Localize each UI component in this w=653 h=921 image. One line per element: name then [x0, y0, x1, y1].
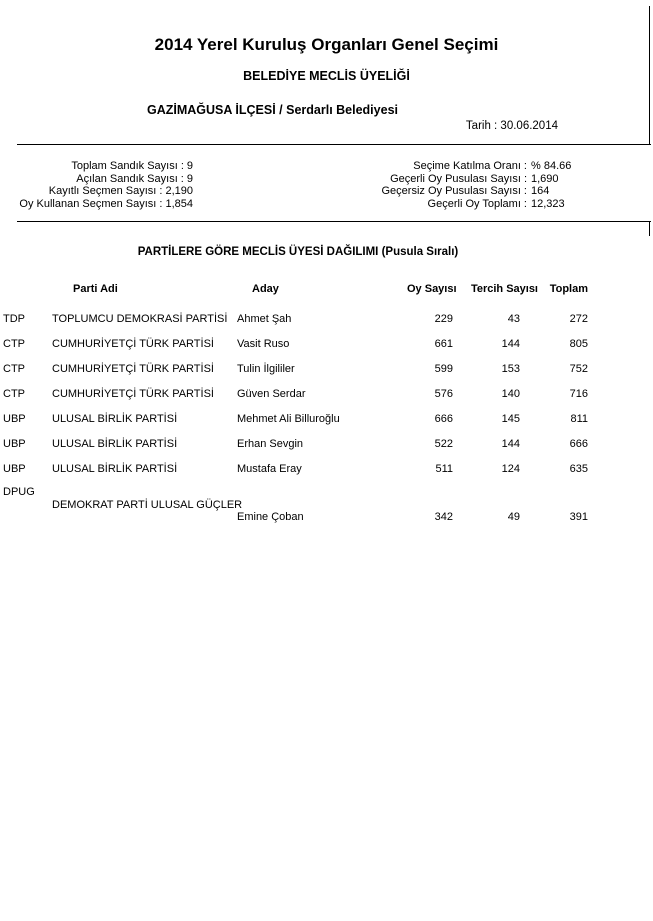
cell-party-name: CUMHURİYETÇİ TÜRK PARTİSİ: [52, 363, 214, 375]
cell-candidate: Vasit Ruso: [237, 338, 290, 350]
cell-candidate: Emine Çoban: [237, 511, 304, 523]
cell-party-name: TOPLUMCU DEMOKRASİ PARTİSİ: [52, 313, 228, 325]
table-row: [3, 335, 588, 360]
section-title: PARTİLERE GÖRE MECLİS ÜYESİ DAĞILIMI (Pusula Sıralı): [137, 246, 459, 258]
cell-candidate: Güven Serdar: [237, 388, 306, 400]
summary-line: [350, 160, 571, 173]
divider-bottom: [17, 221, 651, 222]
cell-party-code: CTP: [3, 363, 25, 375]
table-row: [3, 360, 588, 385]
cell-candidate: Ahmet Şah: [237, 313, 292, 325]
cell-party-code: TDP: [3, 313, 25, 325]
cell-total: 716: [569, 388, 588, 400]
report-date: Tarih : 30.06.2014: [465, 120, 558, 132]
table-row: [3, 460, 588, 485]
right-border-upper-segment: [649, 6, 650, 144]
summary-label: Geçersiz Oy Pusulası Sayısı :: [381, 185, 527, 197]
divider-top: [17, 144, 651, 145]
cell-total: 805: [569, 338, 588, 350]
table-header-row: [3, 280, 588, 310]
cell-candidate: Mustafa Eray: [237, 463, 302, 475]
summary-value: 1,690: [531, 172, 559, 185]
cell-party-code: UBP: [3, 438, 26, 450]
results-table: [3, 280, 588, 533]
cell-party-name: CUMHURİYETÇİ TÜRK PARTİSİ: [52, 388, 214, 400]
cell-party-name: CUMHURİYETÇİ TÜRK PARTİSİ: [52, 338, 214, 350]
table-row: [3, 385, 588, 410]
cell-total: 811: [570, 413, 588, 425]
column-header-party-code: [3, 280, 52, 310]
cell-party-name: ULUSAL BİRLİK PARTİSİ: [52, 413, 178, 425]
cell-pref-votes: 43: [507, 313, 520, 325]
report-subtitle: BELEDİYE MECLİS ÜYELİĞİ: [243, 69, 410, 83]
table-row: [3, 410, 588, 435]
summary-value: 2,190: [165, 185, 193, 197]
cell-party-code: UBP: [3, 413, 26, 425]
cell-party-name: ULUSAL BİRLİK PARTİSİ: [52, 463, 178, 475]
summary-label: Toplam Sandık Sayısı :: [71, 160, 184, 172]
summary-line: [0, 198, 193, 211]
summary-line: [350, 198, 571, 211]
cell-votes: 576: [434, 388, 453, 400]
summary-value: 1,854: [165, 197, 193, 210]
cell-votes: 522: [434, 438, 453, 450]
cell-pref-votes: 145: [501, 413, 520, 425]
cell-candidate: Tulin İlgililer: [237, 363, 295, 375]
summary-label: Seçime Katılma Oranı :: [413, 160, 527, 172]
cell-pref-votes: 140: [501, 388, 520, 400]
column-header-votes: Oy Sayısı: [407, 283, 457, 295]
cell-pref-votes: 124: [501, 463, 520, 475]
cell-total: 272: [569, 313, 588, 325]
summary-label: Geçerli Oy Toplamı :: [427, 197, 527, 210]
column-header-total: Toplam: [549, 283, 588, 295]
summary-line: [350, 185, 571, 198]
cell-votes: 599: [434, 363, 453, 375]
cell-total: 666: [569, 438, 588, 450]
cell-pref-votes: 49: [507, 511, 520, 523]
summary-label: Oy Kullanan Seçmen Sayısı :: [19, 197, 163, 210]
cell-votes: 511: [435, 463, 453, 475]
cell-votes: 661: [434, 338, 453, 350]
cell-candidate: Erhan Sevgin: [237, 438, 304, 450]
cell-party-code: UBP: [3, 463, 26, 475]
summary-right-block: [350, 160, 571, 210]
summary-line: [0, 173, 193, 186]
cell-pref-votes: 144: [501, 438, 520, 450]
column-header-party-name: Parti Adi: [73, 283, 118, 295]
summary-value: 164: [531, 185, 550, 197]
summary-value: 12,323: [531, 197, 565, 210]
cell-pref-votes: 153: [501, 363, 520, 375]
cell-total: 391: [569, 511, 588, 523]
summary-value: 9: [186, 160, 193, 172]
summary-value: 9: [186, 172, 193, 185]
cell-votes: 342: [434, 511, 453, 523]
cell-votes: 229: [434, 313, 453, 325]
column-header-pref-votes: Tercih Sayısı: [470, 283, 538, 295]
cell-party-name: ULUSAL BİRLİK PARTİSİ: [52, 438, 178, 450]
cell-total: 635: [569, 463, 588, 475]
cell-pref-votes: 144: [501, 338, 520, 350]
summary-line: [0, 160, 193, 173]
summary-line: [350, 173, 571, 186]
cell-party-code: CTP: [3, 338, 25, 350]
cell-party-name: DEMOKRAT PARTİ ULUSAL GÜÇLER: [52, 499, 243, 511]
summary-label: Kayıtlı Seçmen Sayısı :: [48, 185, 163, 197]
cell-party-code: CTP: [3, 388, 25, 400]
cell-party-code: DPUG: [3, 486, 35, 498]
right-border-lower-segment: [649, 221, 650, 236]
cell-votes: 666: [434, 413, 453, 425]
region-line: GAZİMAĞUSA İLÇESİ / Serdarlı Belediyesi: [147, 103, 398, 117]
page-title: 2014 Yerel Kuruluş Organları Genel Seçimi: [154, 35, 499, 54]
table-row: [3, 499, 588, 511]
summary-label: Açılan Sandık Sayısı :: [76, 172, 184, 185]
summary-value: % 84.66: [531, 160, 572, 172]
cell-candidate: Mehmet Ali Billuroğlu: [237, 413, 340, 425]
cell-total: 752: [569, 363, 588, 375]
summary-line: [0, 185, 193, 198]
summary-label: Geçerli Oy Pusulası Sayısı :: [390, 172, 527, 185]
table-row: [3, 511, 588, 533]
table-row: [3, 485, 588, 499]
table-row: [3, 435, 588, 460]
table-row: [3, 310, 588, 335]
column-header-candidate: Aday: [252, 283, 279, 295]
summary-left-block: [0, 160, 193, 210]
